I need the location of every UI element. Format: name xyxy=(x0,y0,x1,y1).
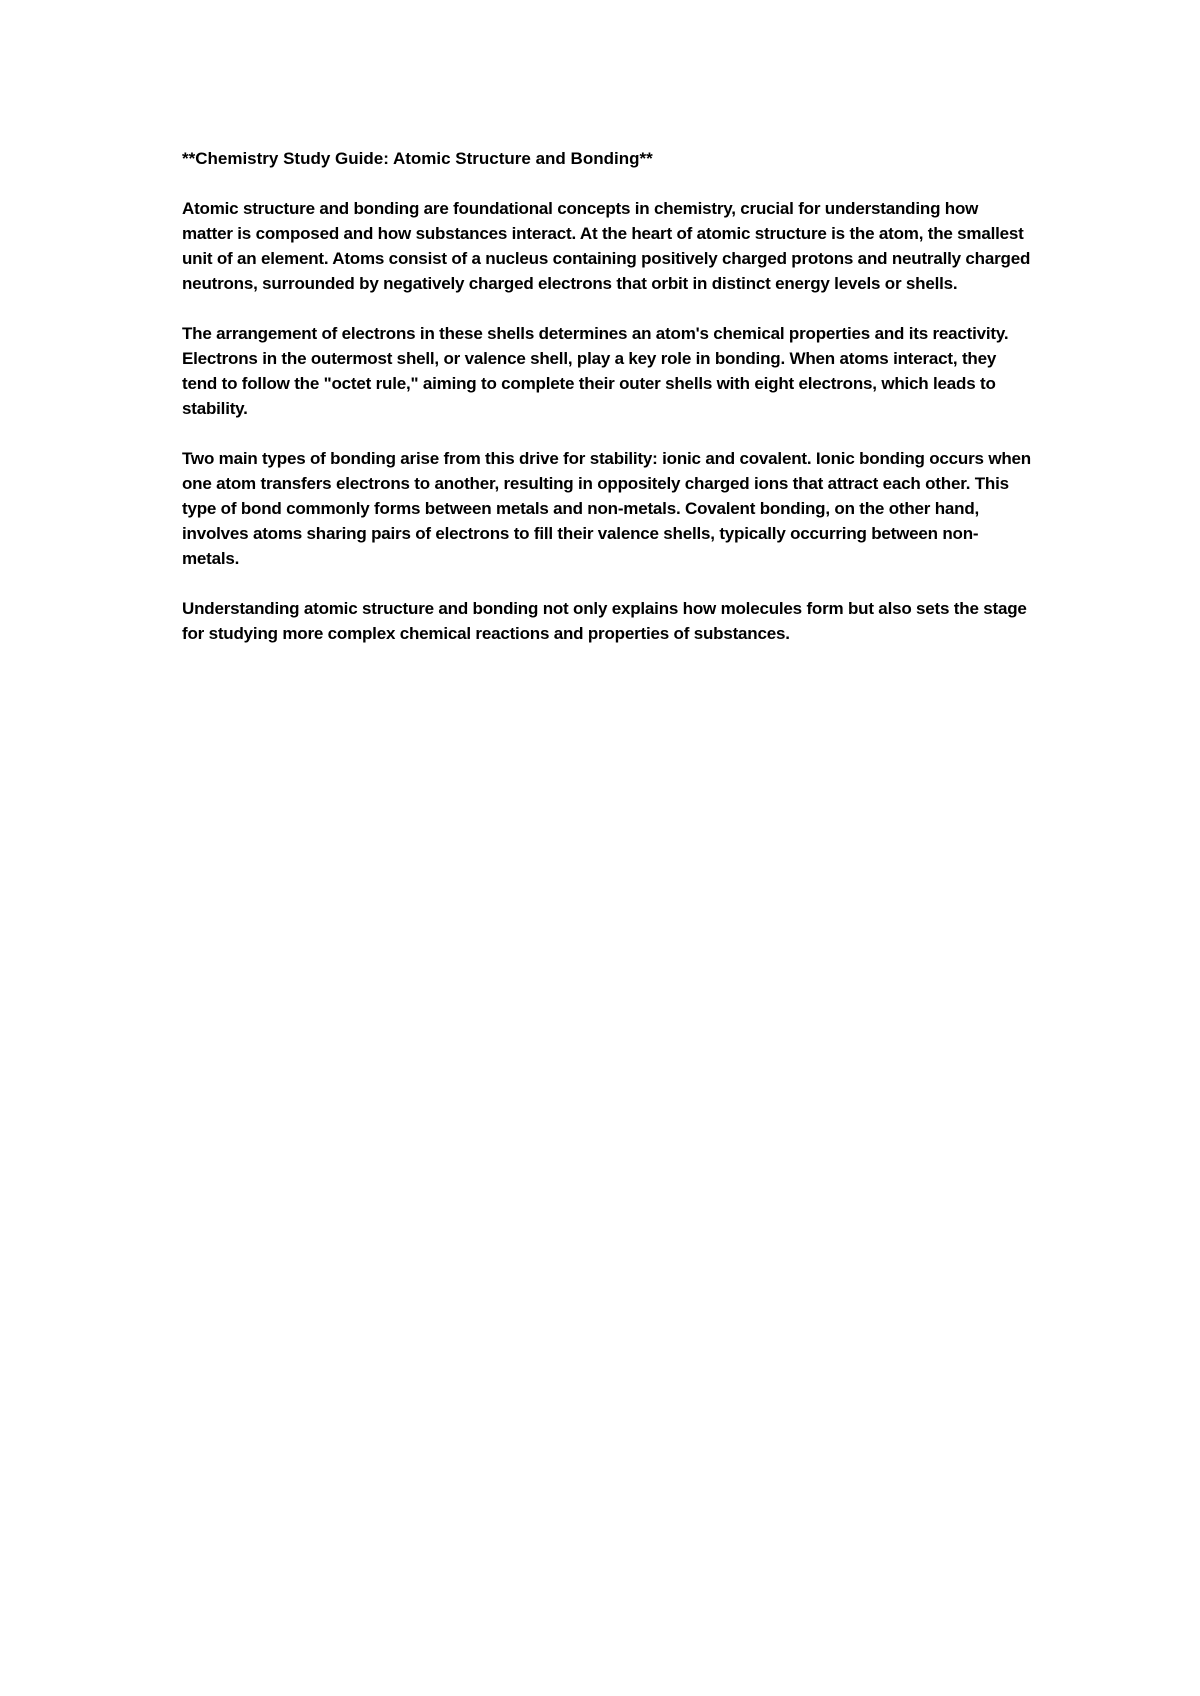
document-title: **Chemistry Study Guide: Atomic Structure and Bonding** xyxy=(182,149,653,168)
paragraph-conclusion: Understanding atomic structure and bonding not only explains how molecules form but also sets the stage for studying more complex chemical reactions and properties of substances. xyxy=(182,599,1027,643)
paragraph-bonding-types: Two main types of bonding arise from this drive for stability: ionic and covalent. Ionic bonding occurs when one atom transfers electrons to another, resulting in oppositely charged ions that attract each other. This type of bond commonly forms between metals and non-metals. Covalent bonding, on the other hand, involves atoms sharing pairs of electrons to fill their valence shells, typically occurring between non-metals. xyxy=(182,449,1031,568)
document-body xyxy=(182,146,1032,671)
paragraph-atomic-structure: Atomic structure and bonding are foundational concepts in chemistry, crucial for understanding how matter is composed and how substances interact. At the heart of atomic structure is the atom, the smallest unit of an element. Atoms consist of a nucleus containing positively charged protons and neutrally charged neutrons, surrounded by negatively charged electrons that orbit in distinct energy levels or shells. xyxy=(182,199,1031,293)
paragraph-electron-arrangement: The arrangement of electrons in these shells determines an atom's chemical properties and its reactivity. Electrons in the outermost shell, or valence shell, play a key role in bonding. When atoms interact, they tend to follow the "octet rule," aiming to complete their outer shells with eight electrons, which leads to stability. xyxy=(182,324,1009,418)
